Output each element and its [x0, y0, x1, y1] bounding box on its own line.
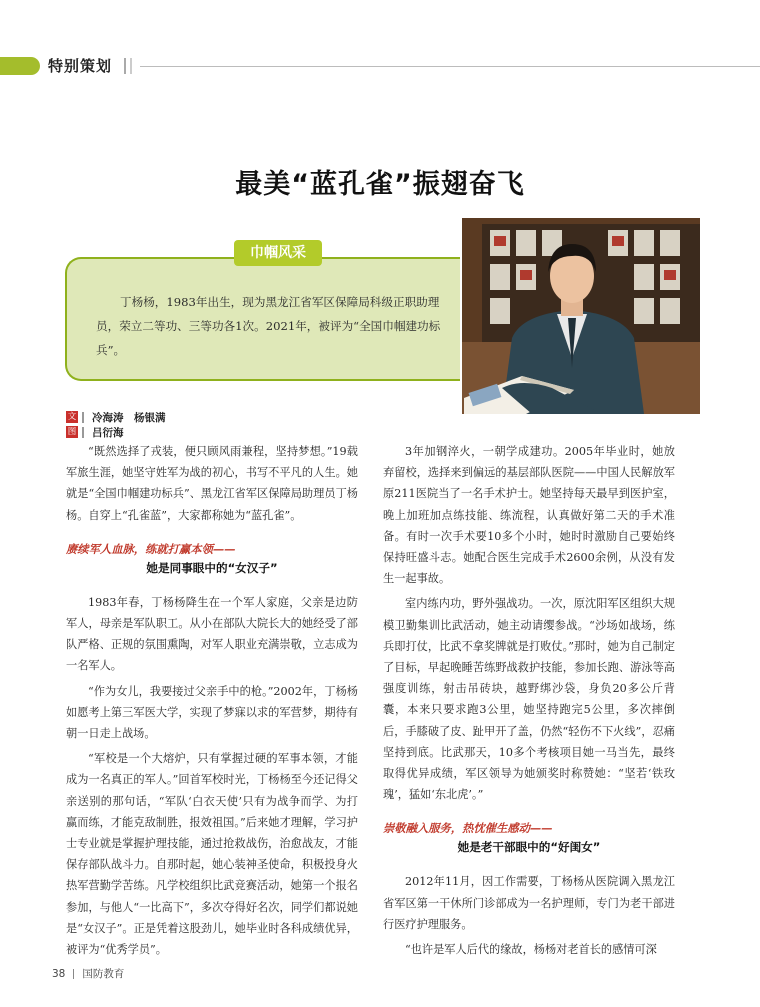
body-paragraph: 室内练内功，野外强战功。一次，原沈阳军区组织大规模卫勤集训比武活动，她主动请缨参战。“沙场如战场，练兵即打仗，比武不拿奖牌就是打败仗。”那时，她为自己制定了目标，早起晚睡苦练野战救护技能，参加长跑、游泳等高强度训练，射击吊砖块，越野绑沙袋，身负20多公斤背囊，本来只要求跑3公里，她坚持跑完5公里，多次摔倒后，手膝破了皮、趾甲开了盖，仍然“轻伤不下火线”，忍痛坚持到底。比武那天，10多个考核项目她一马当先，最终取得优异成绩，军区领导为她颁奖时称赞她：“坚若‘铁玫瑰’，猛如‘东北虎’。” — [383, 597, 675, 802]
section-kicker: 崇敬融入服务，热忱催生感动—— — [383, 821, 553, 836]
magazine-name: 国防教育 — [82, 968, 125, 980]
body-paragraph: 2012年11月，因工作需要，丁杨杨从医院调入黑龙江省军区第一干休所门诊部成为一名护理师，专门为老干部进行医疗护理服务。 — [383, 875, 675, 931]
byline — [66, 410, 166, 440]
page-footer — [52, 966, 124, 981]
header-rule — [140, 66, 760, 67]
byline-divider — [82, 427, 84, 438]
photo-author: 吕衍海 — [92, 426, 124, 439]
section-kicker: 赓续军人血脉，练就打赢本领—— — [66, 541, 236, 556]
article-title: 最美“蓝孔雀”振翅奋飞 — [235, 169, 525, 200]
header-divider — [130, 58, 132, 74]
section-title: 特别策划 — [48, 57, 113, 75]
portrait-photo — [460, 218, 700, 414]
body-paragraph: 3年加钢淬火，一朝学成建功。2005年毕业时，她放弃留校，选择来到偏远的基层部队医院——中国人民解放军原211医院当了一名手术护士。她坚持每天最早到医护室，晚上加班加点练技能、练流程，认真做好第二天的手术准备。有时一次手术要10多个小时，她时时激励自己要始终保持旺盛斗志。她配合医生完成手术2600余例，从没有发生一起事故。 — [383, 445, 675, 586]
section-subheading: 她是老干部眼中的“好闺女” — [457, 840, 601, 855]
page-number: 38 — [52, 967, 66, 980]
article-column-right — [383, 441, 675, 964]
portrait-illustration — [462, 218, 700, 414]
footer-divider — [73, 969, 74, 979]
lead-paragraph: “既然选择了戎装，便只顾风雨兼程，坚持梦想。”19载军旅生涯，她坚守姓军为战的初心，书写不平凡的人生。她就是“全国巾帼建功标兵”、黑龙江省军区保障局助理员丁杨杨。自穿上“孔雀蓝”，大家都称她为“蓝孔雀”。 — [66, 445, 358, 522]
body-paragraph: 1983年春，丁杨杨降生在一个军人家庭，父亲是边防军人，母亲是军队职工。从小在部队大院长大的她经受了部队严格、正规的氛围熏陶，对军人职业充满崇敬，立志成为一名军人。 — [66, 595, 358, 673]
section-heading-2 — [383, 819, 675, 857]
intro-tag: 巾帼风采 — [234, 240, 322, 266]
section-marker — [0, 57, 40, 75]
text-authors: 冷海涛 杨银满 — [92, 411, 166, 424]
intro-text: 丁杨杨，1983年出生，现为黑龙江省军区保障局科级正职助理员，荣立二等功、三等功各1次。2021年，被评为“全国巾帼建功标兵”。 — [96, 295, 441, 357]
body-paragraph: “也许是军人后代的缘故，杨杨对老首长的感情可深 — [405, 943, 657, 957]
section-subheading: 她是同事眼中的“女汉子” — [146, 560, 278, 575]
body-paragraph: “作为女儿，我要接过父亲手中的枪。”2002年，丁杨杨如愿考上第三军医大学，实现了梦寐以求的军营梦，期待有朝一日走上战场。 — [66, 684, 358, 741]
byline-divider — [82, 412, 84, 423]
article-column-left — [66, 441, 358, 964]
section-heading-1 — [66, 540, 358, 578]
body-paragraph: “军校是一个大熔炉，只有掌握过硬的军事本领，才能成为一名真正的军人。”回首军校时光，丁杨杨至今还记得父亲送别的那句话，“军队‘白衣天使’只有为战争而学、为打赢而练，才能克敌制胜，报效祖国。”后来她才理解，学习护士专业就是掌握护理技能，通过抢救战伤，治愈战友，才能保存部队战斗力。自那时起，她心装神圣使命，积极投身火热军营勤学苦练。凡学校组织比武竞赛活动，她第一个报名参加，与他人“一比高下”，多次夺得好名次，同学们都说她是“女汉子”。正是凭着这股劲儿，她毕业时各科成绩优异，被评为“优秀学员”。 — [66, 752, 358, 957]
header-divider — [124, 58, 126, 74]
photo-credit-tag: 图 — [67, 427, 77, 437]
text-credit-tag: 文 — [67, 412, 77, 422]
